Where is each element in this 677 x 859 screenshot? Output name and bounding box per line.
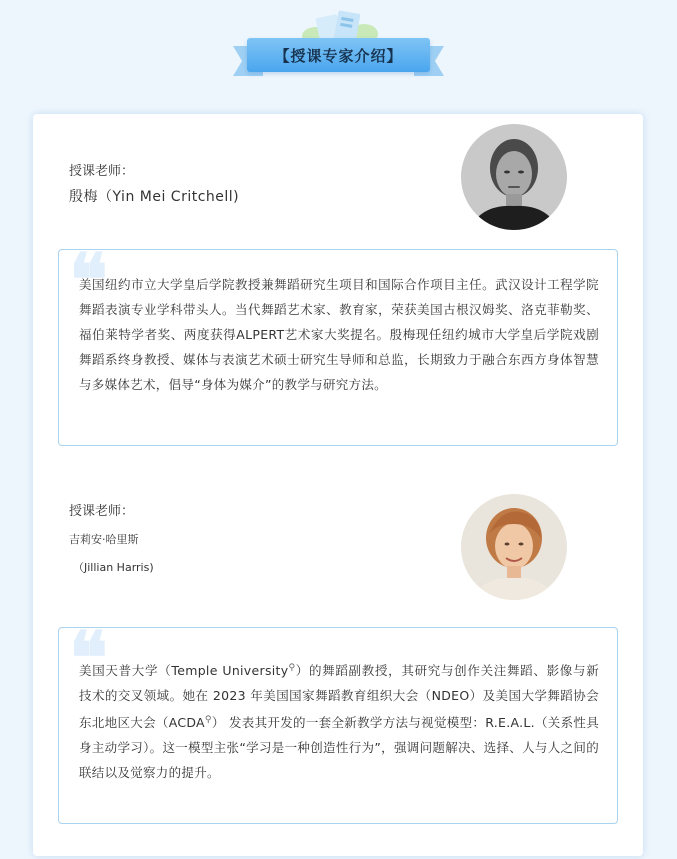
teacher-bio-box: [58, 237, 618, 446]
section-title: 【授课专家介绍】: [274, 46, 403, 65]
bio-part: 美国天普大学（Temple University: [79, 663, 289, 679]
portrait-photo-icon: [461, 124, 567, 230]
bio-part: ） 发表其开发的一套全新教学方法与视觉模型：R.E.A.L.（关系性具身主动学习）。这一模型主张“学习是一种创造性行为”，强调问题解决、选择、人与人之间的联结以及觉察力的提升。: [79, 715, 599, 781]
teacher-name-en: （Jillian Harris): [73, 561, 154, 574]
header-ribbon: [247, 38, 430, 72]
section-header: [0, 0, 677, 100]
teacher-label: 授课老师：: [69, 164, 135, 179]
teacher-bio: 美国纽约市立大学皇后学院教授兼舞蹈研究生项目和国际合作项目主任。武汉设计工程学院舞蹈表演专业学科带头人。当代舞蹈艺术家、教育家，荣获美国古根汉姆奖、洛克菲勒奖、福伯莱特学者奖、两度获得ALPERT艺术家大奖提名。殷梅现任纽约城市大学皇后学院戏剧舞蹈系终身教授、媒体与表演艺术硕士研究生导师和总监，长期致力于融合东西方身体智慧与多媒体艺术，倡导“身体为媒介”的教学与研究方法。: [79, 277, 599, 392]
quote-mark-icon: ❝: [69, 615, 108, 700]
teacher-avatar: [461, 124, 567, 230]
teachers-card: [33, 114, 643, 856]
teacher-label: 授课老师：: [69, 504, 135, 519]
teacher-name: 吉莉安·哈里斯: [69, 533, 139, 546]
teacher-name: 殷梅（Yin Mei Critchell): [69, 189, 240, 205]
search-icon[interactable]: ⚲: [204, 715, 212, 726]
quote-mark-icon: ❝: [69, 237, 108, 322]
teacher-bio-box: [58, 615, 618, 824]
search-icon[interactable]: ⚲: [288, 663, 296, 673]
bio-part: ）的舞蹈副教授，其研究与创作关注舞蹈、影像与新技术的交叉领域。她在 2023 年美国国家舞蹈教育组织大会（NDEO）及美国大学舞蹈协会东北地区大会（ACDA: [79, 663, 599, 731]
portrait-photo-icon: [461, 494, 567, 600]
teacher-avatar: [461, 494, 567, 600]
teacher-bio: [79, 656, 599, 785]
